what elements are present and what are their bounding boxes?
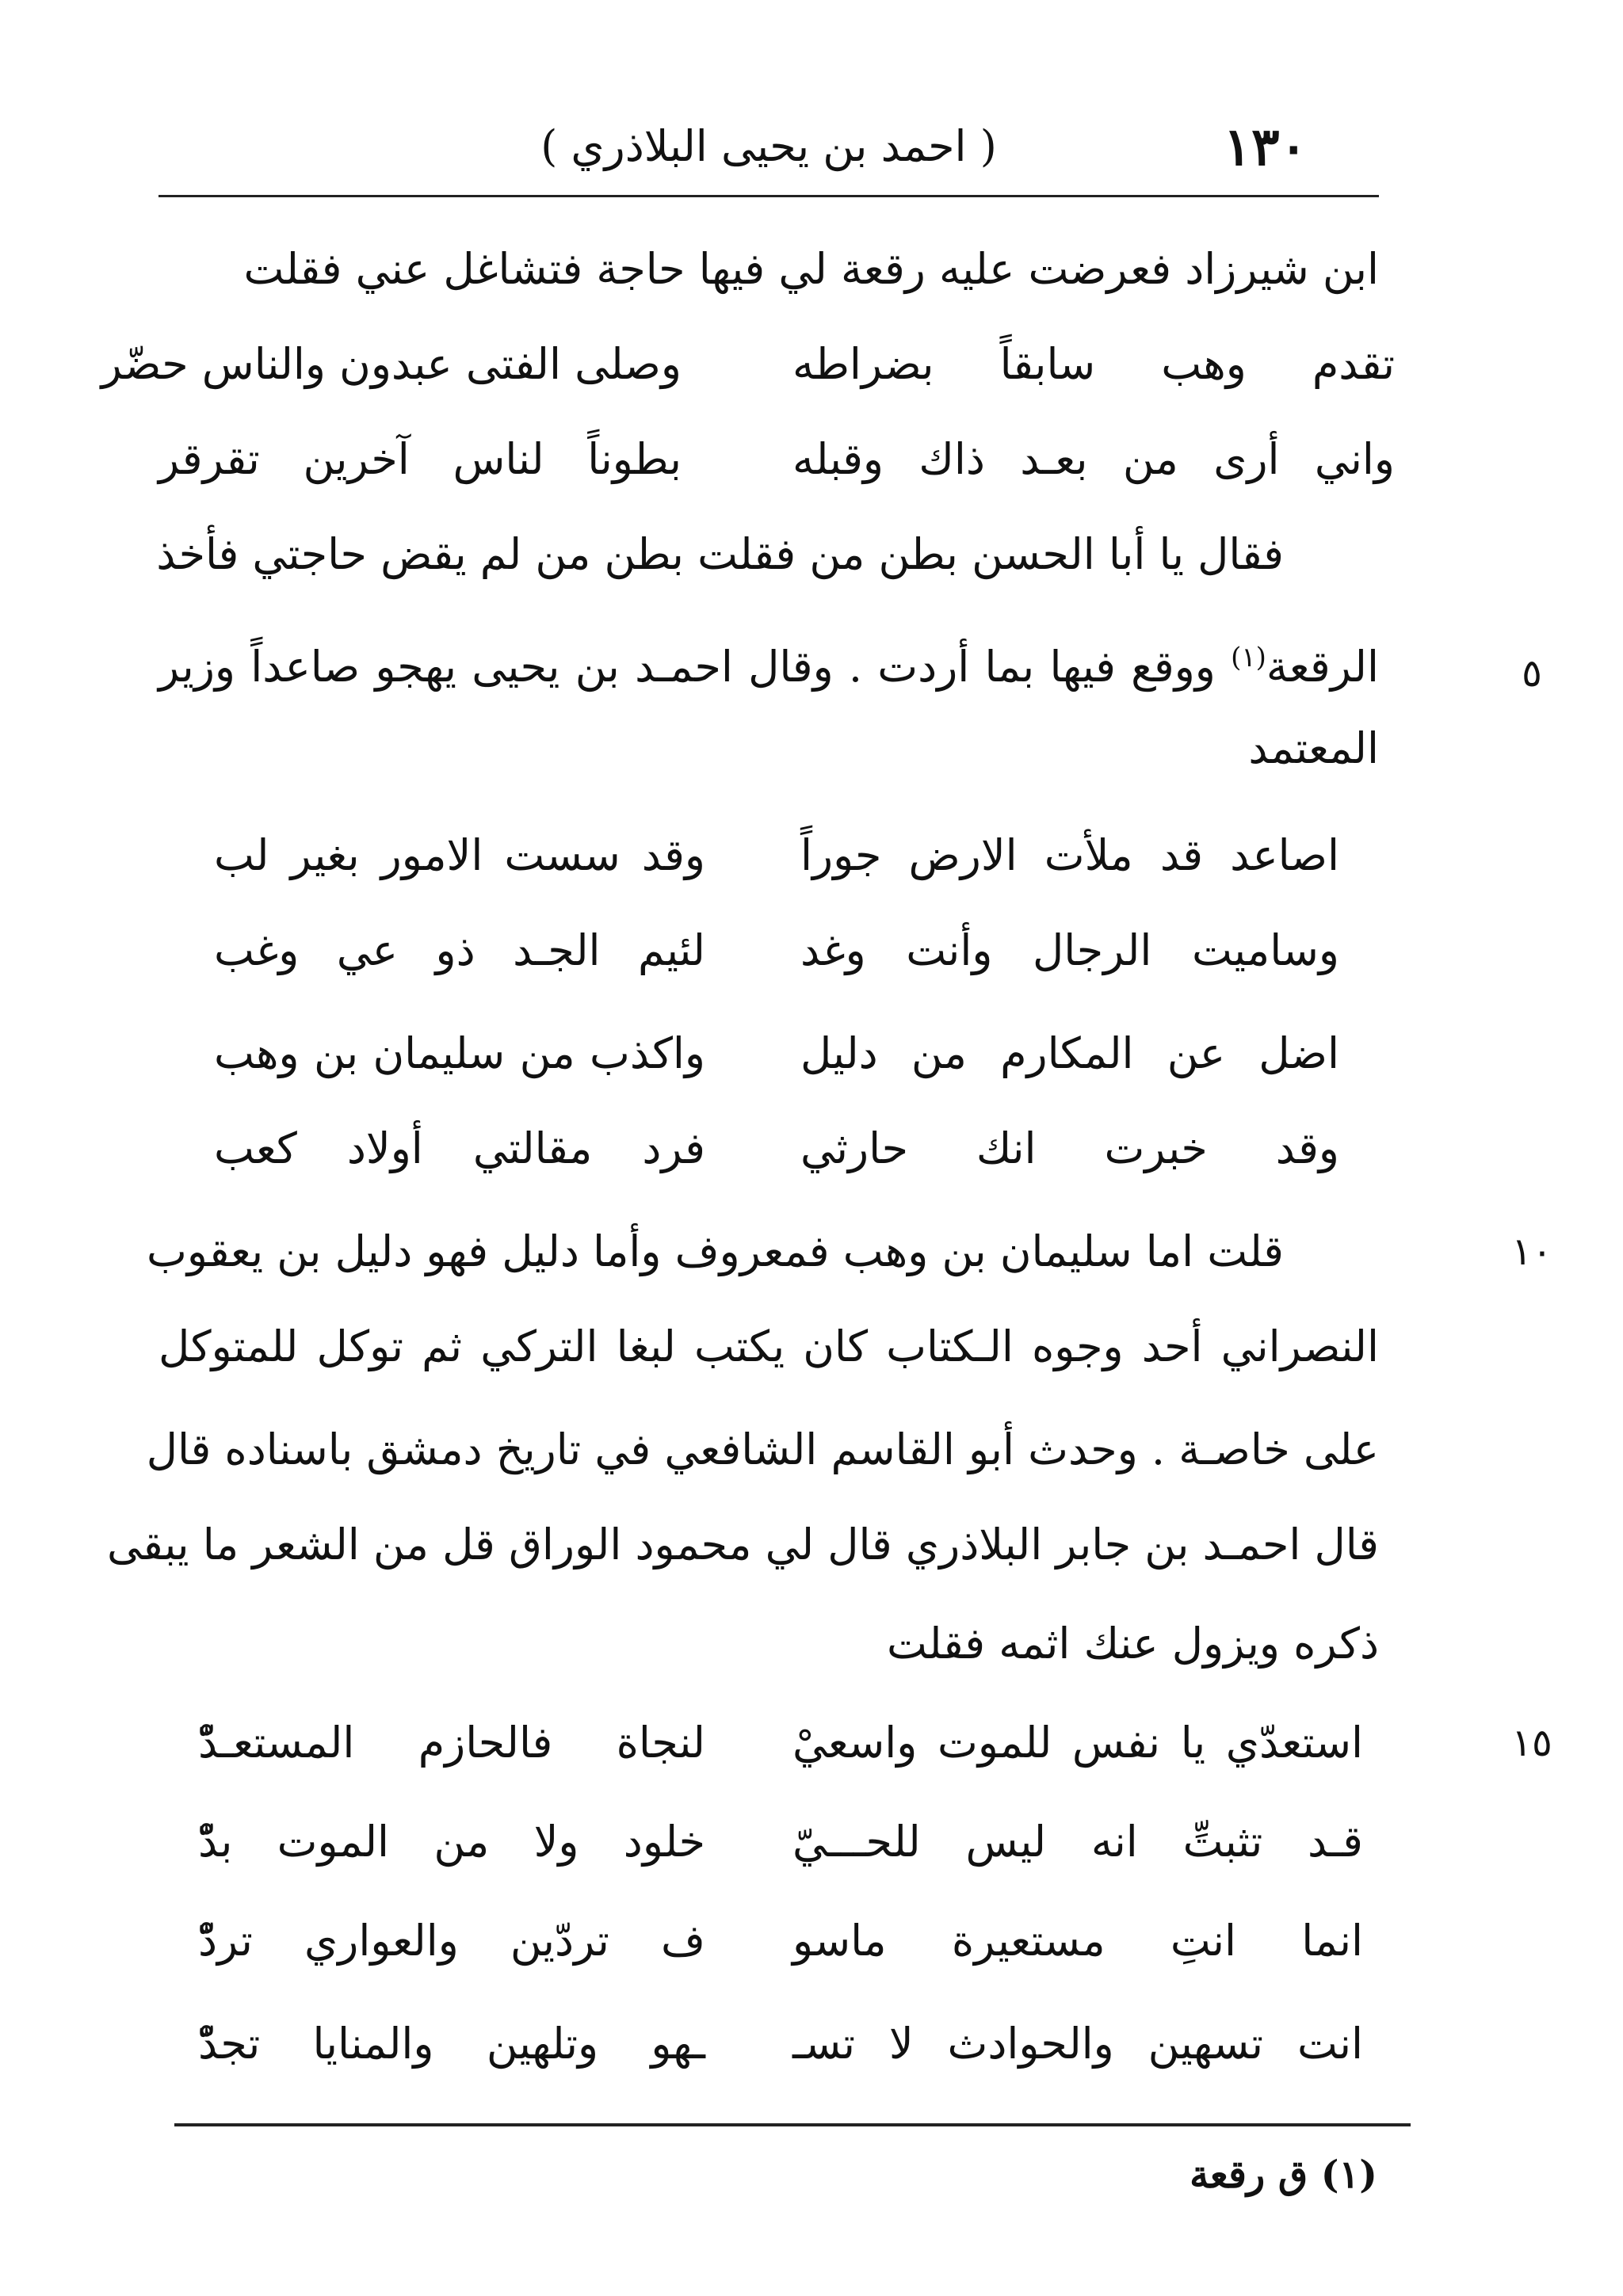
verse-line: [214, 919, 1339, 982]
verse-second-hemistich: وقد سست الامور بغير لب: [214, 830, 705, 880]
footnote-reference: (١): [1231, 642, 1266, 673]
prose-line: على خاصـة . وحدث أبو القاسم الشافعي في تاريخ دمشق باسناده قال: [146, 1425, 1379, 1474]
margin-line-number: ١٠: [1511, 1230, 1552, 1274]
margin-line-number: ١٥: [1511, 1721, 1552, 1765]
verse-second-hemistich: وصلى الفتى عبدون والناس حضّر: [101, 339, 682, 389]
running-title: ( احمد بن يحيى البلاذري ): [540, 121, 997, 171]
prose-text: ووقع فيها بما أردت . وقال احمـد بن يحيى يهجو صاعداً وزير: [158, 642, 1216, 692]
verse-second-hemistich: خلود ولا من الموت بدّْ: [198, 1817, 705, 1867]
running-header: [158, 111, 1379, 182]
verse-second-hemistich: لئيم الجـد ذو عي وغب: [214, 925, 705, 975]
verse-second-hemistich: فرد مقالتي أولاد كعب: [214, 1123, 705, 1173]
verse-line: [198, 2012, 1363, 2076]
verse-first-hemistich: اضل عن المكارم من دليل: [800, 1028, 1339, 1078]
verse-line: [198, 1711, 1363, 1775]
verse-line: [214, 824, 1339, 887]
verse-line: [198, 1810, 1363, 1874]
verse-first-hemistich: استعدّي يا نفس للموت واسعيْ: [792, 1718, 1363, 1768]
verse-first-hemistich: قـد تثبتِّ انه ليس للحـــيّ: [792, 1817, 1363, 1867]
verse-first-hemistich: انما انتِ مستعيرة ماسو: [792, 1916, 1363, 1966]
prose-line: ابن شيرزاد فعرضت عليه رقعة لي فيها حاجة فتشاغل عني فقلت: [243, 244, 1379, 294]
verse-second-hemistich: لنجاة فالحازم المستعـدّْ: [198, 1718, 705, 1768]
footnote: (١) ق رقعة: [1190, 2153, 1377, 2197]
verse-line: [101, 333, 1395, 396]
prose-line: ذكره ويزول عنك اثمه فقلت: [887, 1619, 1379, 1669]
prose-line: فقال يا أبا الحسن بطن من فقلت بطن من لم يقض حاجتي فأخذ: [156, 529, 1284, 579]
verse-second-hemistich: ف تردّين والعواري تردّْ: [198, 1916, 705, 1966]
prose-word: الرقعة: [1266, 642, 1379, 692]
verse-first-hemistich: تقدم وهب سابقاً بضراطه: [792, 339, 1395, 389]
verse-line: [158, 428, 1395, 491]
verse-first-hemistich: واني أرى من بعـد ذاك وقبله: [792, 434, 1395, 484]
prose-line: النصراني أحد وجوه الـكتاب كان يكتب لبغا التركي ثم توكل للمتوكل: [158, 1322, 1379, 1371]
verse-first-hemistich: انت تسهين والحوادث لا تسـ: [792, 2019, 1363, 2069]
verse-second-hemistich: واكذب من سليمان بن وهب: [214, 1028, 705, 1078]
prose-line: [158, 626, 1379, 699]
header-rule: [158, 195, 1379, 197]
margin-line-number: ٥: [1522, 651, 1542, 696]
verse-line: [198, 1909, 1363, 1973]
page-number: ١٣٠: [1223, 116, 1308, 177]
footnote-rule: [174, 2123, 1411, 2126]
verse-line: [214, 1022, 1339, 1085]
prose-line: قلت اما سليمان بن وهب فمعروف وأما دليل فهو دليل بن يعقوب: [146, 1226, 1284, 1276]
verse-line: [214, 1117, 1339, 1180]
verse-second-hemistich: ـهو وتلهين والمنايا تجدّْ: [198, 2019, 705, 2069]
verse-first-hemistich: وقد خبرت انك حارثي: [800, 1123, 1339, 1173]
verse-first-hemistich: اصاعد قد ملأت الارض جوراً: [800, 830, 1339, 880]
prose-line: المعتمد: [1248, 723, 1379, 773]
prose-line: قال احمـد بن جابر البلاذري قال لي محمود الوراق قل من الشعر ما يبقى: [106, 1520, 1379, 1569]
verse-first-hemistich: وساميت الرجال وأنت وغد: [800, 925, 1339, 975]
verse-second-hemistich: بطوناً لناس آخرين تقرقر: [158, 434, 682, 484]
